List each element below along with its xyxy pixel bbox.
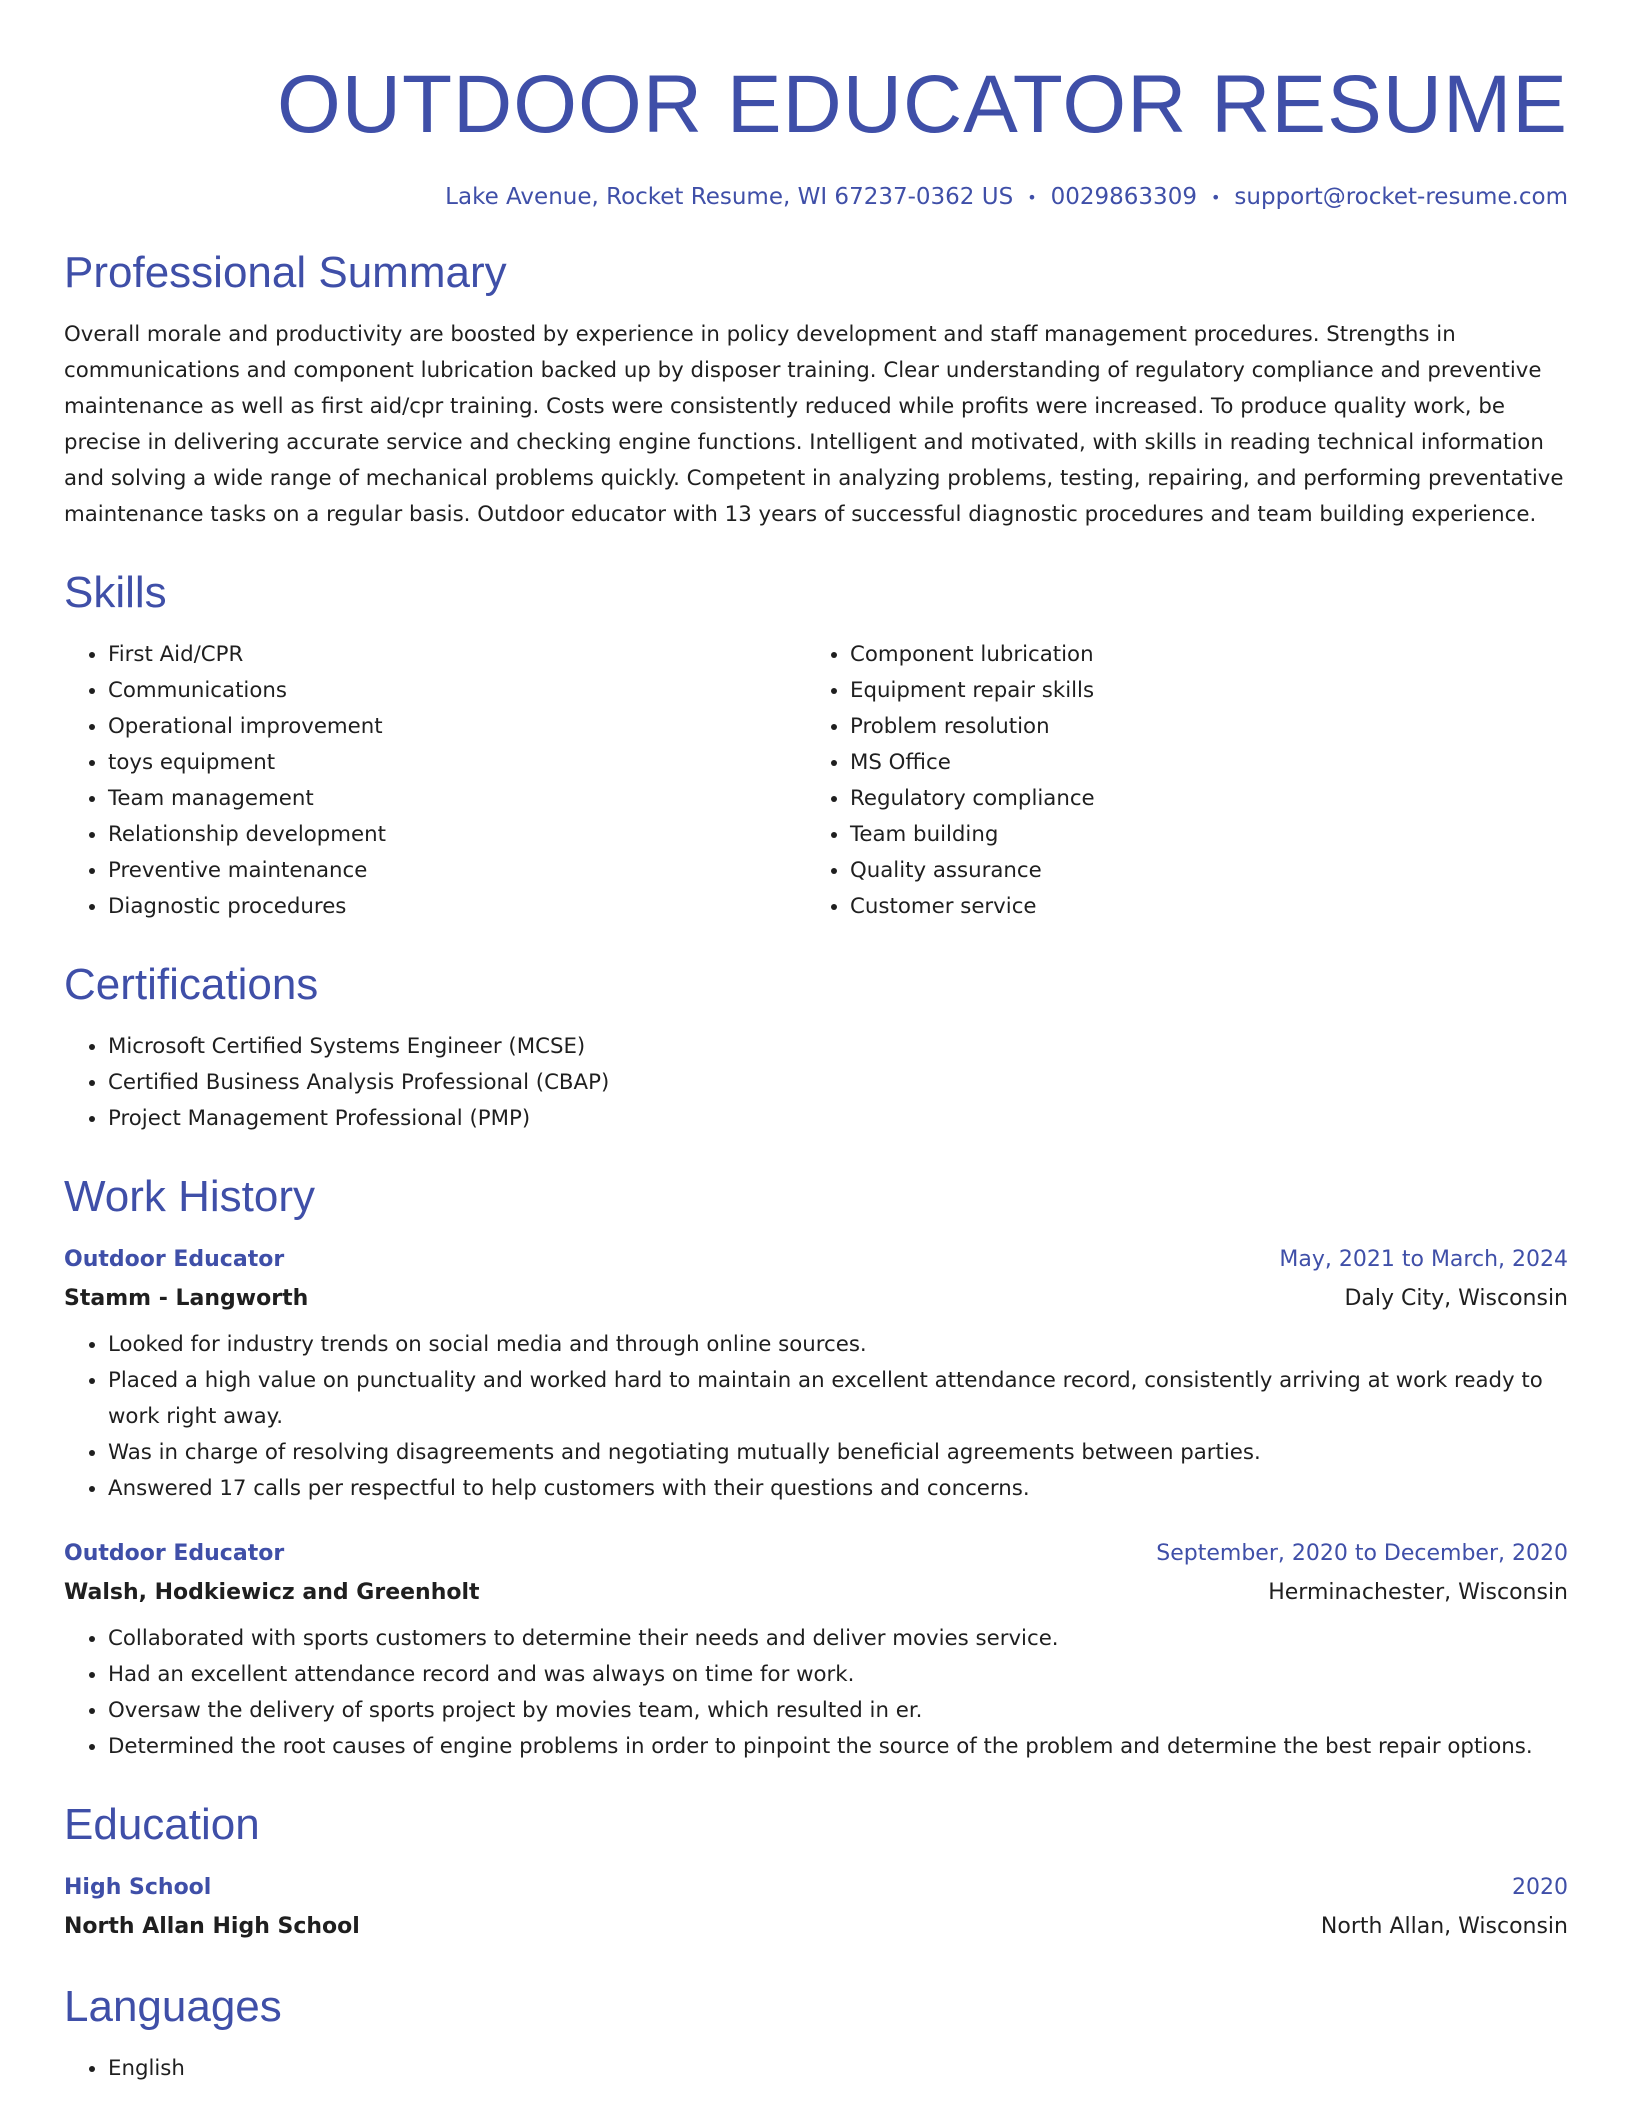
skills-column-left xyxy=(64,637,806,925)
skill-item: • Equipment repair skills xyxy=(850,673,1548,709)
languages-list xyxy=(64,2051,1568,2087)
education-heading: Education xyxy=(64,1799,260,1849)
skill-item: • Team management xyxy=(108,781,806,817)
education-location: North Allan, Wisconsin xyxy=(1320,1913,1568,1939)
contact-phone: 0029863309 xyxy=(1050,184,1197,210)
job-bullet: • Answered 17 calls per respectful to help customers with their questions and concerns. xyxy=(108,1471,1568,1507)
job-dates: September, 2020 to December, 2020 xyxy=(1156,1540,1568,1566)
skill-item: • Diagnostic procedures xyxy=(108,889,806,925)
contact-separator: • xyxy=(1210,187,1221,207)
contact-email-link[interactable]: support@rocket-resume.com xyxy=(1234,184,1568,210)
skill-item: • Relationship development xyxy=(108,817,806,853)
job-title: Outdoor Educator xyxy=(64,1246,285,1272)
contact-address: Lake Avenue, Rocket Resume, WI 67237-0362 US xyxy=(445,184,1014,210)
skill-item: • Communications xyxy=(108,673,806,709)
education-degree: High School xyxy=(64,1874,212,1900)
job-bullets xyxy=(64,1327,1568,1507)
job-bullet: • Oversaw the delivery of sports project by movies team, which resulted in er. xyxy=(108,1693,1568,1729)
job-bullet: • Collaborated with sports customers to determine their needs and deliver movies service. xyxy=(108,1621,1568,1657)
skill-item: • Component lubrication xyxy=(850,637,1548,673)
contact-separator: • xyxy=(1027,187,1037,207)
job-title: Outdoor Educator xyxy=(64,1540,285,1566)
languages-heading: Languages xyxy=(64,1981,282,2031)
education-year: 2020 xyxy=(1512,1874,1568,1900)
summary-text: Overall morale and productivity are boosted by experience in policy development and staff management procedures. Strengths in communications and component lubrication backed up by disposer training. Clear understanding of regulatory compliance and preventive maintenance as well as first aid/cpr training. Costs were consistently reduced while profits were increased. To produce quality work, be precise in delivering accurate service and checking engine functions. Intelligent and motivated, with skills in reading technical information and solving a wide range of mechanical problems quickly. Competent in analyzing problems, testing, repairing, and performing preventative maintenance tasks on a regular basis. Outdoor educator with 13 years of successful diagnostic procedures and team building experience. xyxy=(64,321,1564,527)
skill-item: • MS Office xyxy=(850,745,1548,781)
work-history-heading: Work History xyxy=(64,1171,315,1221)
job-location: Herminachester, Wisconsin xyxy=(1268,1579,1568,1605)
skill-item: • Operational improvement xyxy=(108,709,806,745)
skill-item: • Team building xyxy=(850,817,1548,853)
job-bullets xyxy=(64,1621,1568,1765)
job-location: Daly City, Wisconsin xyxy=(1344,1285,1568,1311)
summary-heading: Professional Summary xyxy=(64,247,507,297)
skill-item: • Problem resolution xyxy=(850,709,1548,745)
certification-item: • Certified Business Analysis Professional (CBAP) xyxy=(108,1065,1568,1101)
certifications-list xyxy=(64,1029,1568,1137)
contact-line xyxy=(64,182,1568,213)
job-dates: May, 2021 to March, 2024 xyxy=(1279,1246,1568,1272)
job-entry xyxy=(64,1241,1568,1507)
skill-item: • toys equipment xyxy=(108,745,806,781)
skills-column-right xyxy=(806,637,1548,925)
job-bullet: • Determined the root causes of engine problems in order to pinpoint the source of the problem and determine the best repair options. xyxy=(108,1729,1568,1765)
certification-item: • Project Management Professional (PMP) xyxy=(108,1101,1568,1137)
certification-item: • Microsoft Certified Systems Engineer (MCSE) xyxy=(108,1029,1568,1065)
job-company: Stamm - Langworth xyxy=(64,1285,309,1311)
skill-item: • Regulatory compliance xyxy=(850,781,1548,817)
certifications-heading: Certifications xyxy=(64,959,319,1009)
skill-item: • Quality assurance xyxy=(850,853,1548,889)
job-bullet: • Was in charge of resolving disagreements and negotiating mutually beneficial agreements between parties. xyxy=(108,1435,1568,1471)
job-company: Walsh, Hodkiewicz and Greenholt xyxy=(64,1579,480,1605)
education-entry xyxy=(64,1869,1568,1907)
skills-heading: Skills xyxy=(64,567,167,617)
skill-item: • Preventive maintenance xyxy=(108,853,806,889)
job-bullet: • Had an excellent attendance record and was always on time for work. xyxy=(108,1657,1568,1693)
skill-item: • Customer service xyxy=(850,889,1548,925)
job-entry xyxy=(64,1535,1568,1765)
page-title: OUTDOOR EDUCATOR RESUME xyxy=(276,59,1568,150)
language-item: • English xyxy=(108,2051,1568,2087)
education-school: North Allan High School xyxy=(64,1913,360,1939)
skills-grid xyxy=(64,637,1568,925)
job-bullet: • Looked for industry trends on social media and through online sources. xyxy=(108,1327,1568,1363)
skill-item: • First Aid/CPR xyxy=(108,637,806,673)
job-bullet: • Placed a high value on punctuality and worked hard to maintain an excellent attendance record, consistently arriving at work ready to work right away. xyxy=(108,1363,1568,1435)
